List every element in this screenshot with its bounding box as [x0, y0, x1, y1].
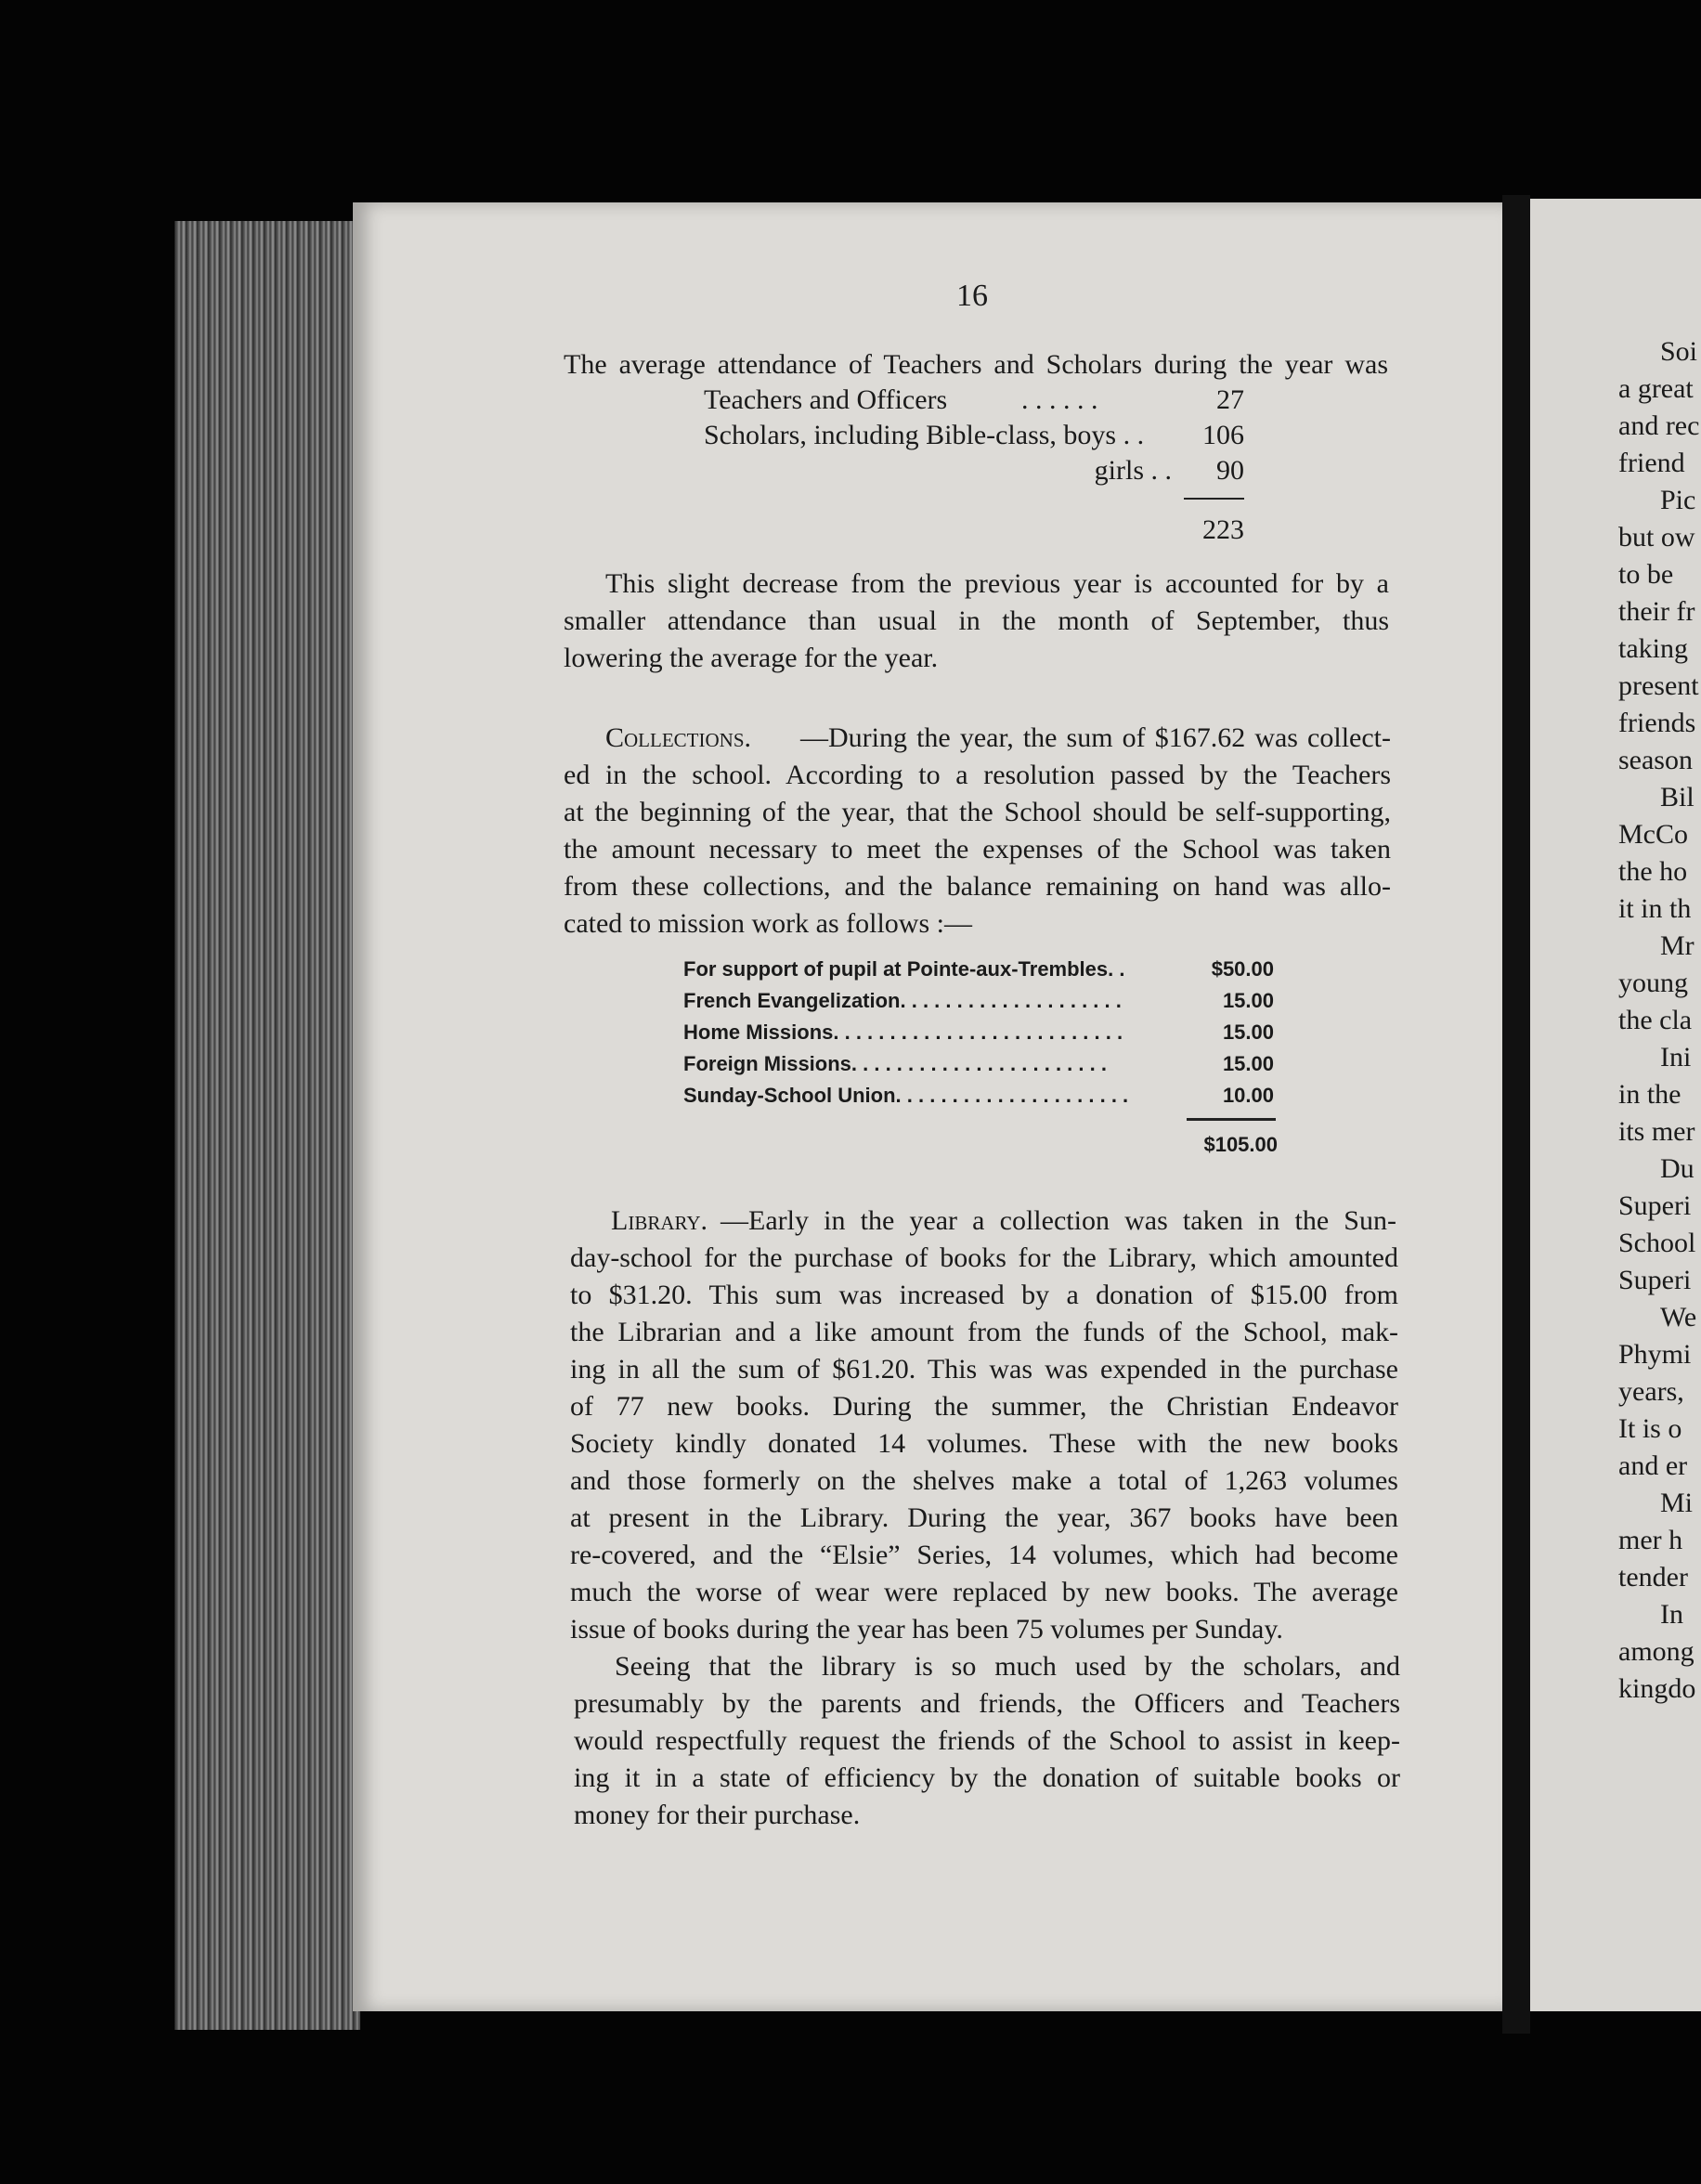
allocation-label: Home Missions. . . . . . . . . . . . . . . . . . . . . . . . . . — [683, 1020, 1123, 1044]
right-page-fragment: McCo — [1618, 819, 1688, 850]
allocation-label: French Evangelization. . . . . . . . . . . . . . . . . . . . — [683, 989, 1122, 1012]
paragraph-line: day-school for the purchase of books for the Library, which amounted — [570, 1242, 1398, 1273]
paragraph-line: —During the year, the sum of $167.62 was collect- — [800, 722, 1391, 753]
paragraph-line: cated to mission work as follows :— — [564, 908, 972, 939]
attendance-label-teachers: Teachers and Officers — [704, 384, 948, 415]
paragraph-line: Seeing that the library is so much used by the scholars, and — [615, 1651, 1400, 1682]
paragraph-line: ed in the school. According to a resolution passed by the Teachers — [564, 760, 1391, 790]
right-page-fragment: It is o — [1618, 1413, 1682, 1444]
allocation-amount: 15.00 — [1222, 1052, 1274, 1075]
attendance-total: 223 — [1202, 514, 1244, 545]
right-page-fragment: Mi — [1660, 1488, 1694, 1518]
right-page-fragment: to be — [1618, 559, 1674, 590]
paragraph-line: —Early in the year a collection was taken in the Sun- — [721, 1205, 1396, 1236]
right-page-fragment: season — [1618, 745, 1693, 775]
right-page-fragment: Superi — [1618, 1190, 1692, 1221]
collections-heading: Collections. — [605, 722, 751, 753]
right-page-fragment: in the — [1618, 1079, 1682, 1110]
allocation-label: Sunday-School Union. . . . . . . . . . . . . . . . . . . . . — [683, 1084, 1129, 1107]
paragraph-line: the Librarian and a like amount from the funds of the School, mak- — [570, 1317, 1398, 1347]
right-page-fragment: a great — [1618, 373, 1694, 404]
attendance-value-boys: 106 — [1202, 420, 1244, 450]
right-page-fragment: and rec — [1618, 410, 1700, 441]
right-page-fragment: Ini — [1660, 1042, 1692, 1072]
paragraph-line: lowering the average for the year. — [564, 643, 939, 673]
paragraph-line: much the worse of wear were replaced by new books. The average — [570, 1577, 1398, 1607]
right-page-fragment: tender — [1618, 1562, 1688, 1592]
right-page-fragment: present — [1618, 670, 1699, 701]
attendance-intro: The average attendance of Teachers and Scholars during the year was — [564, 349, 1388, 380]
library-heading: Library. — [611, 1205, 708, 1236]
paragraph-line: ing in all the sum of $61.20. This was was expended in the purchase — [570, 1354, 1398, 1384]
allocation-amount: 10.00 — [1222, 1084, 1274, 1107]
right-page-fragment: We — [1660, 1302, 1697, 1332]
right-page-fragment: Mr — [1660, 930, 1695, 961]
paragraph-line: to $31.20. This sum was increased by a donation of $15.00 from — [570, 1280, 1398, 1310]
paragraph-line: re-covered, and the “Elsie” Series, 14 volumes, which had become — [570, 1540, 1398, 1570]
right-page-fragment: School — [1618, 1228, 1696, 1258]
allocation-total: $105.00 — [1203, 1133, 1278, 1156]
allocation-amount: 15.00 — [1222, 989, 1274, 1012]
paragraph-line: from these collections, and the balance remaining on hand was allo- — [564, 871, 1391, 902]
allocation-label: For support of pupil at Pointe-aux-Trembles. . — [683, 957, 1125, 981]
right-page-fragment: kingdo — [1618, 1673, 1696, 1704]
paragraph-line: This slight decrease from the previous year is accounted for by a — [605, 568, 1389, 599]
attendance-value-girls: 90 — [1216, 455, 1244, 486]
attendance-dots: . . . . . . — [1021, 384, 1098, 415]
right-page-fragment: taking — [1618, 633, 1688, 664]
right-page-fragment: young — [1618, 968, 1688, 998]
allocation-amount: $50.00 — [1211, 957, 1274, 981]
right-page — [1530, 199, 1701, 2011]
right-page-fragment: friend — [1618, 448, 1685, 478]
paragraph-line: at the beginning of the year, that the School should be self-supporting, — [564, 797, 1391, 827]
paragraph-line: issue of books during the year has been 75 volumes per Sunday. — [570, 1614, 1283, 1644]
right-page-fragment: mer h — [1618, 1525, 1683, 1555]
paragraph-line: Society kindly donated 14 volumes. These with the new books — [570, 1428, 1398, 1459]
paragraph-line: money for their purchase. — [574, 1800, 861, 1830]
right-page-fragment: Superi — [1618, 1265, 1692, 1295]
right-page-fragment: Pic — [1660, 485, 1696, 515]
right-page-fragment: Soi — [1660, 336, 1698, 367]
right-page-fragment: it in th — [1618, 893, 1692, 924]
page-number: 16 — [956, 279, 988, 313]
right-page-fragment: Phymi — [1618, 1339, 1692, 1370]
book-page-edges — [175, 221, 360, 2030]
paragraph-line: and those formerly on the shelves make a total of 1,263 volumes — [570, 1465, 1398, 1496]
right-page-fragment: years, — [1618, 1376, 1684, 1407]
allocation-label: Foreign Missions. . . . . . . . . . . . . . . . . . . . . . . — [683, 1052, 1107, 1075]
attendance-label-boys: Scholars, including Bible-class, boys . . — [704, 420, 1145, 450]
right-page-fragment: and er — [1618, 1450, 1688, 1481]
book-gutter — [1502, 195, 1530, 2034]
right-page-fragment: its mer — [1618, 1116, 1695, 1147]
right-page-fragment: the ho — [1618, 856, 1688, 887]
attendance-total-rule — [1184, 498, 1244, 500]
paragraph-line: the amount necessary to meet the expenses of the School was taken — [564, 834, 1391, 864]
right-page-fragment: In — [1660, 1599, 1683, 1630]
paragraph-line: presumably by the parents and friends, the Officers and Teachers — [574, 1688, 1400, 1719]
paragraph-line: ing it in a state of efficiency by the donation of suitable books or — [574, 1762, 1400, 1793]
attendance-label-girls: girls . . — [1094, 455, 1172, 486]
allocation-total-rule — [1187, 1118, 1276, 1121]
right-page-fragment: but ow — [1618, 522, 1695, 552]
allocation-amount: 15.00 — [1222, 1020, 1274, 1044]
right-page-fragment: Bil — [1660, 782, 1695, 812]
right-page-fragment: the cla — [1618, 1005, 1693, 1035]
right-page-fragment: their fr — [1618, 596, 1695, 627]
attendance-value-teachers: 27 — [1216, 384, 1244, 415]
paragraph-line: smaller attendance than usual in the month of September, thus — [564, 605, 1389, 636]
paragraph-line: would respectfully request the friends of the School to assist in keep- — [574, 1725, 1400, 1756]
paragraph-line: of 77 new books. During the summer, the Christian Endeavor — [570, 1391, 1398, 1422]
right-page-fragment: among — [1618, 1636, 1695, 1667]
right-page-fragment: Du — [1660, 1153, 1695, 1184]
right-page-fragment: friends — [1618, 708, 1696, 738]
paragraph-line: at present in the Library. During the year, 367 books have been — [570, 1502, 1398, 1533]
